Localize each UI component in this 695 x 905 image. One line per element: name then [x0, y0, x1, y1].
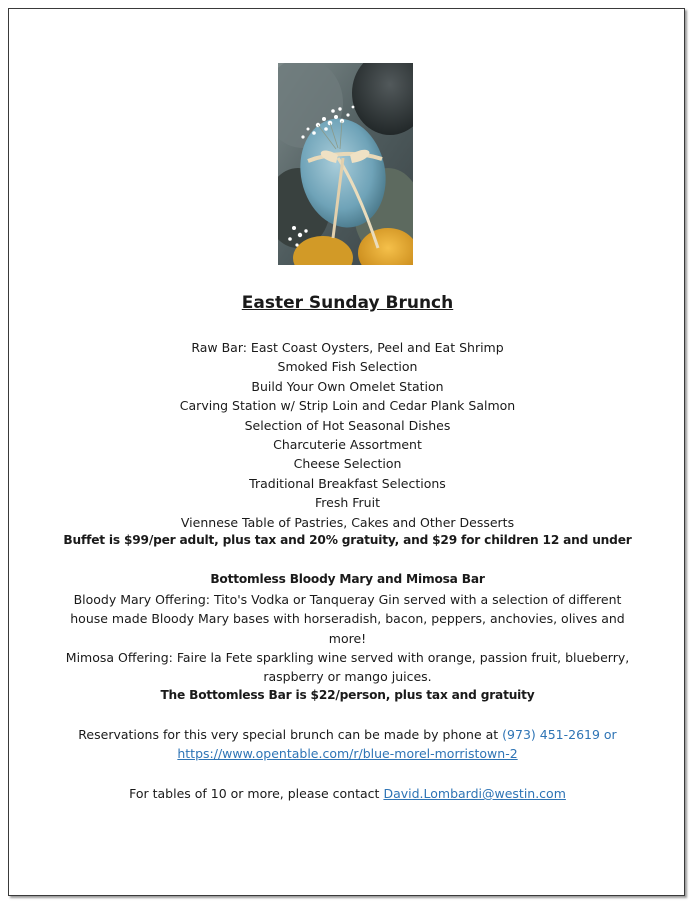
menu-item: Selection of Hot Seasonal Dishes [244, 417, 451, 433]
phone-link[interactable]: (973) 451-2619 or [502, 727, 617, 742]
menu-item: Viennese Table of Pastries, Cakes and Other Desserts [180, 514, 515, 530]
menu-item: Carving Station w/ Strip Loin and Cedar Plank Salmon [179, 398, 516, 414]
bar-price-note: The Bottomless Bar is $22/person, plus tax and gratuity [160, 688, 535, 702]
email-link[interactable]: David.Lombardi@westin.com [383, 786, 566, 801]
menu-item: Fresh Fruit [315, 495, 380, 511]
menu-item: Charcuterie Assortment [273, 437, 422, 453]
menu-item: Raw Bar: East Coast Oysters, Peel and Eat Shrimp [191, 340, 504, 355]
reservations-paragraph [60, 725, 635, 764]
opentable-link[interactable]: https://www.opentable.com/r/blue-morel-morristown-2 [177, 746, 518, 762]
bloody-mary-description: Bloody Mary Offering: Tito's Vodka or Tanqueray Gin served with a selection of different house made Bloody Mary bases with horseradish, bacon, peppers, anchovies, olives and more! [70, 592, 625, 646]
large-party-paragraph [70, 784, 625, 803]
large-party-text: For tables of 10 or more, please contact [129, 786, 380, 801]
buffet-menu-list [0, 338, 695, 532]
menu-item: Smoked Fish Selection [277, 359, 418, 375]
easter-egg-photo [278, 63, 413, 265]
page-title: Easter Sunday Brunch [241, 293, 454, 313]
buffet-price-note: Buffet is $99/per adult, plus tax and 20% gratuity, and $29 for children 12 and under [63, 533, 632, 547]
mimosa-description: Mimosa Offering: Faire la Fete sparkling wine served with orange, passion fruit, blueberry, raspberry or mango juices. [65, 650, 630, 685]
menu-item: Traditional Breakfast Selections [249, 475, 446, 491]
bar-heading: Bottomless Bloody Mary and Mimosa Bar [210, 572, 485, 586]
menu-item: Cheese Selection [293, 456, 402, 472]
menu-item: Build Your Own Omelet Station [251, 378, 444, 394]
reservations-text: Reservations for this very special brunch can be made by phone at [78, 727, 499, 742]
